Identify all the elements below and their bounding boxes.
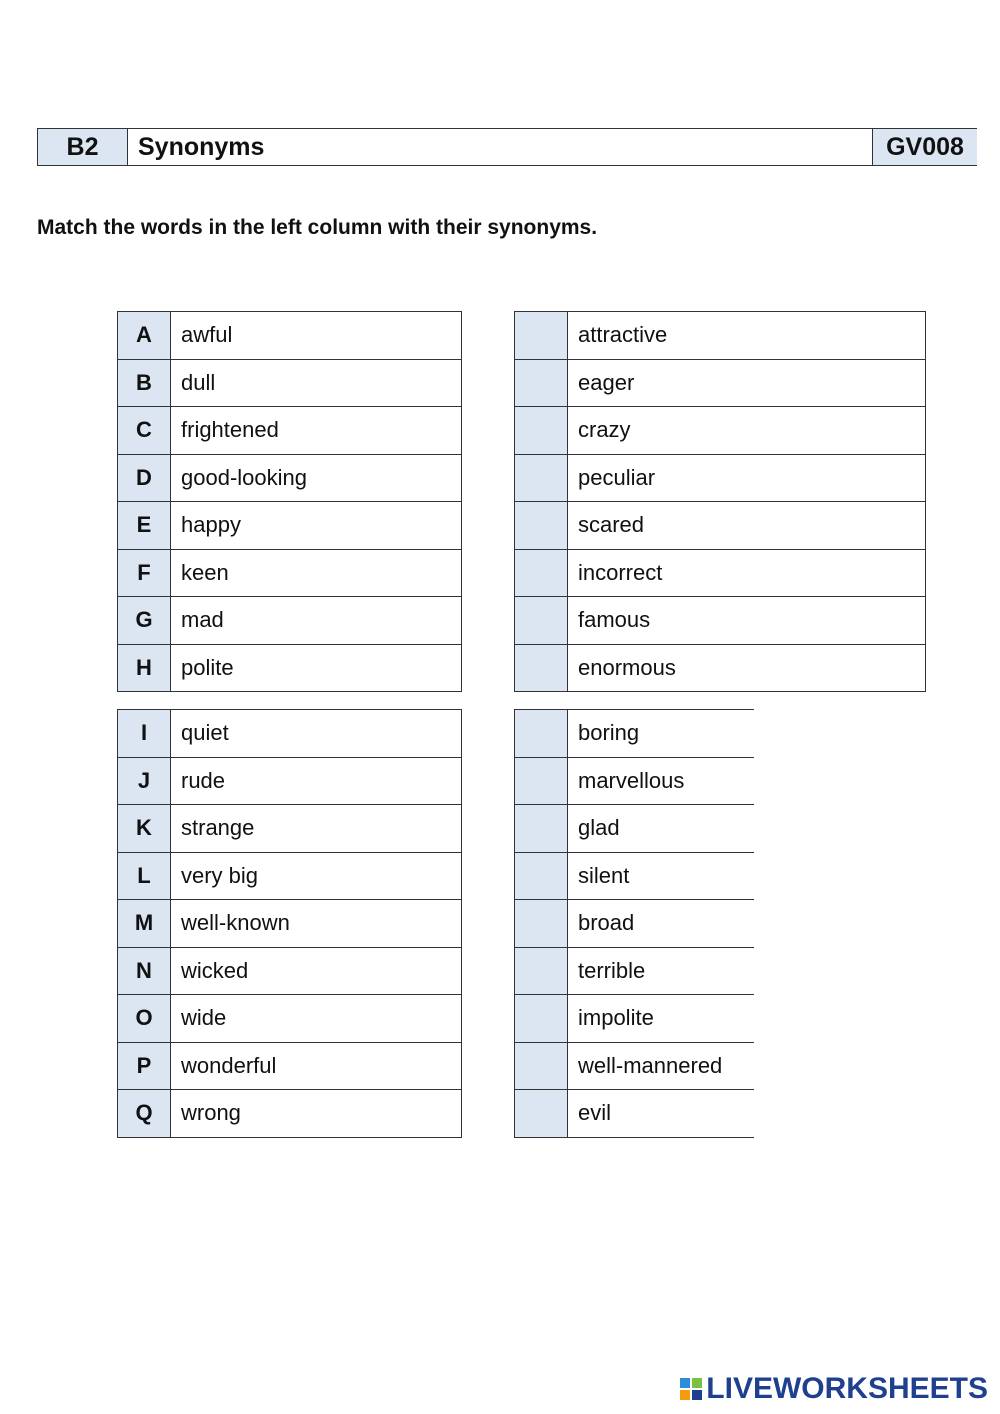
left-word: mad (171, 597, 462, 645)
worksheet-header (37, 128, 977, 166)
left-word-row (118, 852, 462, 900)
synonym-row (515, 597, 926, 645)
synonym-word: peculiar (568, 454, 926, 502)
left-word: very big (171, 852, 462, 900)
synonym-word: crazy (568, 407, 926, 455)
worksheet-title: Synonyms (128, 129, 873, 165)
answer-input-cell[interactable] (515, 407, 568, 455)
left-word-row (118, 502, 462, 550)
synonym-word: enormous (568, 644, 926, 692)
row-letter: H (118, 644, 171, 692)
answer-input-cell[interactable] (515, 710, 568, 758)
synonym-word: well-mannered (568, 1042, 755, 1090)
left-word-row (118, 454, 462, 502)
left-word-row (118, 1042, 462, 1090)
left-word-row (118, 900, 462, 948)
synonym-word: boring (568, 710, 755, 758)
left-word: good-looking (171, 454, 462, 502)
synonym-row (515, 407, 926, 455)
answer-input-cell[interactable] (515, 454, 568, 502)
row-letter: A (118, 312, 171, 360)
left-word-row (118, 947, 462, 995)
synonym-word: evil (568, 1090, 755, 1138)
answer-input-cell[interactable] (515, 805, 568, 853)
worksheet-code: GV008 (873, 129, 977, 165)
synonym-word: glad (568, 805, 755, 853)
row-letter: B (118, 359, 171, 407)
left-word: quiet (171, 710, 462, 758)
synonym-row (515, 805, 755, 853)
row-letter: D (118, 454, 171, 502)
synonym-row (515, 549, 926, 597)
left-word: strange (171, 805, 462, 853)
left-word-row (118, 710, 462, 758)
left-word-row (118, 995, 462, 1043)
left-word: polite (171, 644, 462, 692)
left-word-row (118, 805, 462, 853)
brand-text: LIVEWORKSHEETS (706, 1372, 988, 1405)
logo-square (692, 1390, 702, 1400)
synonym-word: silent (568, 852, 755, 900)
instruction-text: Match the words in the left column with their synonyms. (37, 216, 598, 239)
answer-input-cell[interactable] (515, 757, 568, 805)
row-letter: I (118, 710, 171, 758)
synonym-row (515, 644, 926, 692)
synonym-table-bottom (514, 709, 754, 1138)
row-letter: M (118, 900, 171, 948)
row-letter: E (118, 502, 171, 550)
left-word: wrong (171, 1090, 462, 1138)
synonym-row (515, 454, 926, 502)
left-word: happy (171, 502, 462, 550)
answer-input-cell[interactable] (515, 597, 568, 645)
left-word: frightened (171, 407, 462, 455)
synonym-row (515, 502, 926, 550)
logo-square (680, 1378, 690, 1388)
left-word: dull (171, 359, 462, 407)
answer-input-cell[interactable] (515, 1090, 568, 1138)
answer-input-cell[interactable] (515, 549, 568, 597)
logo-square (680, 1390, 690, 1400)
left-word-row (118, 757, 462, 805)
synonym-row (515, 757, 755, 805)
answer-input-cell[interactable] (515, 995, 568, 1043)
synonym-row (515, 947, 755, 995)
synonym-row (515, 312, 926, 360)
answer-input-cell[interactable] (515, 947, 568, 995)
synonym-word: impolite (568, 995, 755, 1043)
left-word-row (118, 644, 462, 692)
left-word: awful (171, 312, 462, 360)
synonym-row (515, 900, 755, 948)
left-word-row (118, 407, 462, 455)
answer-input-cell[interactable] (515, 644, 568, 692)
left-word: well-known (171, 900, 462, 948)
synonym-word: scared (568, 502, 926, 550)
answer-input-cell[interactable] (515, 502, 568, 550)
row-letter: C (118, 407, 171, 455)
row-letter: N (118, 947, 171, 995)
row-letter: K (118, 805, 171, 853)
left-word: wide (171, 995, 462, 1043)
row-letter: F (118, 549, 171, 597)
answer-input-cell[interactable] (515, 900, 568, 948)
left-word-row (118, 549, 462, 597)
row-letter: J (118, 757, 171, 805)
synonym-row (515, 1042, 755, 1090)
synonym-table-top (514, 311, 926, 692)
left-word: rude (171, 757, 462, 805)
left-word-row (118, 312, 462, 360)
row-letter: G (118, 597, 171, 645)
row-letter: Q (118, 1090, 171, 1138)
answer-input-cell[interactable] (515, 852, 568, 900)
liveworksheets-brand (680, 1372, 988, 1406)
left-word: wonderful (171, 1042, 462, 1090)
synonym-row (515, 995, 755, 1043)
liveworksheets-logo-icon (680, 1378, 702, 1400)
left-word-row (118, 359, 462, 407)
left-word-row (118, 597, 462, 645)
left-word-row (118, 1090, 462, 1138)
synonym-word: marvellous (568, 757, 755, 805)
left-word: keen (171, 549, 462, 597)
left-word-table-bottom (117, 709, 462, 1138)
synonym-row (515, 1090, 755, 1138)
synonym-word: eager (568, 359, 926, 407)
synonym-row (515, 710, 755, 758)
synonym-row (515, 852, 755, 900)
synonym-row (515, 359, 926, 407)
synonym-word: attractive (568, 312, 926, 360)
logo-square (692, 1378, 702, 1388)
level-badge: B2 (38, 129, 128, 165)
synonym-word: incorrect (568, 549, 926, 597)
left-word: wicked (171, 947, 462, 995)
synonym-word: terrible (568, 947, 755, 995)
row-letter: O (118, 995, 171, 1043)
synonym-word: broad (568, 900, 755, 948)
answer-input-cell[interactable] (515, 359, 568, 407)
row-letter: L (118, 852, 171, 900)
row-letter: P (118, 1042, 171, 1090)
left-word-table-top (117, 311, 462, 692)
answer-input-cell[interactable] (515, 1042, 568, 1090)
synonym-word: famous (568, 597, 926, 645)
answer-input-cell[interactable] (515, 312, 568, 360)
